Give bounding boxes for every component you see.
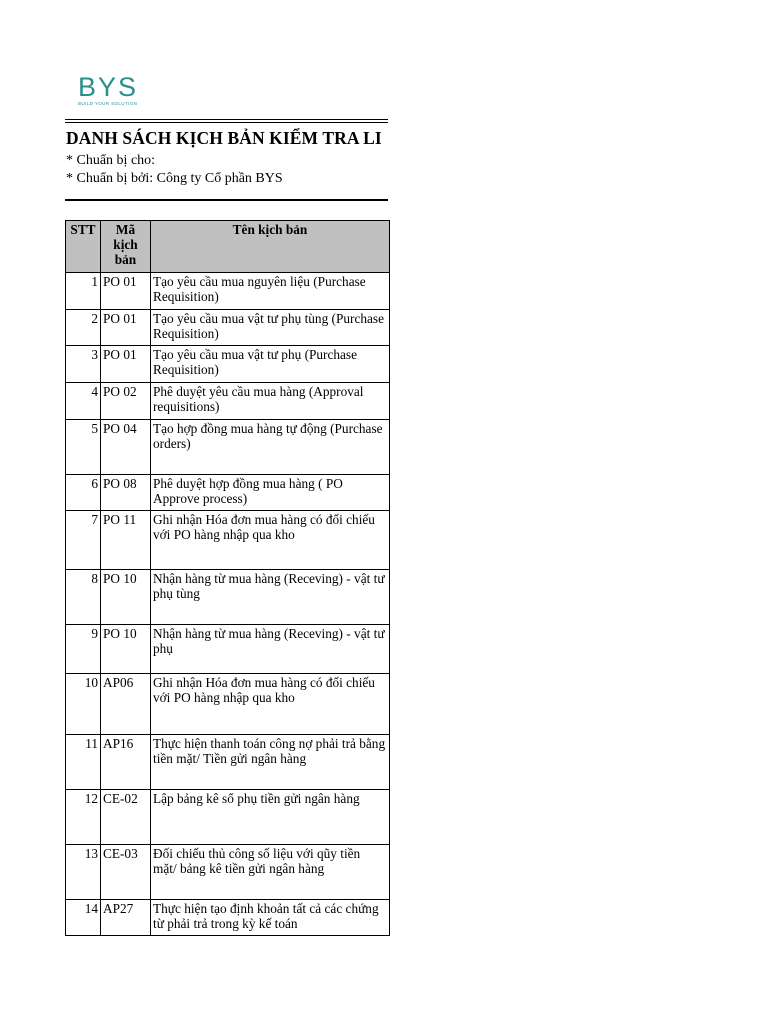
row-name: Tạo yêu cầu mua nguyên liệu (Purchase Requisition): [151, 273, 390, 310]
row-stt: 1: [66, 273, 101, 310]
row-stt: 7: [66, 511, 101, 570]
row-stt: 10: [66, 674, 101, 735]
header-code: Mã kịch bản: [101, 221, 151, 273]
title-rule-top: [65, 119, 388, 120]
row-name: Nhận hàng từ mua hàng (Receving) - vật tư phụ tùng: [151, 570, 390, 625]
company-logo: [78, 74, 148, 106]
row-name: Tạo hợp đồng mua hàng tự động (Purchase orders): [151, 420, 390, 475]
header-divider: [65, 199, 388, 201]
row-name: Tạo yêu cầu mua vật tư phụ (Purchase Requisition): [151, 346, 390, 383]
row-stt: 12: [66, 790, 101, 845]
row-stt: 9: [66, 625, 101, 674]
table-header-row: [66, 221, 390, 273]
row-name: Thực hiện tạo định khoản tất cả các chứng từ phải trả trong kỳ kế toán: [151, 900, 390, 936]
table-row: [66, 845, 390, 900]
row-stt: 11: [66, 735, 101, 790]
row-code: PO 08: [101, 475, 151, 511]
row-stt: 2: [66, 310, 101, 346]
row-stt: 5: [66, 420, 101, 475]
table-row: [66, 900, 390, 936]
row-code: AP06: [101, 674, 151, 735]
scenario-table: [65, 220, 390, 936]
row-name: Thực hiện thanh toán công nợ phải trả bằng tiền mặt/ Tiền gửi ngân hàng: [151, 735, 390, 790]
row-name: Tạo yêu cầu mua vật tư phụ tùng (Purchase Requisition): [151, 310, 390, 346]
row-code: PO 10: [101, 570, 151, 625]
row-code: PO 10: [101, 625, 151, 674]
row-name: Phê duyệt hợp đồng mua hàng ( PO Approve process): [151, 475, 390, 511]
row-code: CE-03: [101, 845, 151, 900]
row-code: PO 01: [101, 310, 151, 346]
table-row: [66, 790, 390, 845]
row-stt: 3: [66, 346, 101, 383]
row-code: PO 11: [101, 511, 151, 570]
table-row: [66, 570, 390, 625]
table-row: [66, 625, 390, 674]
title-rule-top-inner: [65, 122, 388, 123]
header-name: Tên kịch bản: [151, 221, 390, 273]
row-stt: 14: [66, 900, 101, 936]
row-name: Nhận hàng từ mua hàng (Receving) - vật tư phụ: [151, 625, 390, 674]
row-code: PO 01: [101, 273, 151, 310]
row-code: CE-02: [101, 790, 151, 845]
row-code: PO 04: [101, 420, 151, 475]
table-row: [66, 511, 390, 570]
header-stt: STT: [66, 221, 101, 273]
row-code: AP27: [101, 900, 151, 936]
table-row: [66, 273, 390, 310]
table-row: [66, 310, 390, 346]
document-title: DANH SÁCH KỊCH BẢN KIỂM TRA LI: [66, 128, 382, 148]
row-name: Đối chiếu thủ công số liệu với qũy tiền mặt/ bảng kê tiền gửi ngân hàng: [151, 845, 390, 900]
table-row: [66, 674, 390, 735]
table-row: [66, 346, 390, 383]
row-stt: 8: [66, 570, 101, 625]
table-row: [66, 383, 390, 420]
row-code: PO 02: [101, 383, 151, 420]
table-row: [66, 475, 390, 511]
row-stt: 13: [66, 845, 101, 900]
row-name: Phê duyệt yêu cầu mua hàng (Approval requisitions): [151, 383, 390, 420]
row-name: Ghi nhận Hóa đơn mua hàng có đối chiếu với PO hàng nhập qua kho: [151, 511, 390, 570]
row-name: Lập bảng kê sổ phụ tiền gửi ngân hàng: [151, 790, 390, 845]
table-row: [66, 735, 390, 790]
row-code: PO 01: [101, 346, 151, 383]
row-stt: 4: [66, 383, 101, 420]
prepared-for: * Chuẩn bị cho:: [66, 153, 156, 168]
row-name: Ghi nhận Hóa đơn mua hàng có đối chiếu với PO hàng nhập qua kho: [151, 674, 390, 735]
logo-tagline: BUILD YOUR SOLUTION: [78, 101, 138, 106]
logo-wordmark: BYS: [78, 72, 139, 102]
prepared-by: * Chuẩn bị bởi: Công ty Cổ phần BYS: [66, 171, 283, 186]
row-code: AP16: [101, 735, 151, 790]
table-row: [66, 420, 390, 475]
row-stt: 6: [66, 475, 101, 511]
